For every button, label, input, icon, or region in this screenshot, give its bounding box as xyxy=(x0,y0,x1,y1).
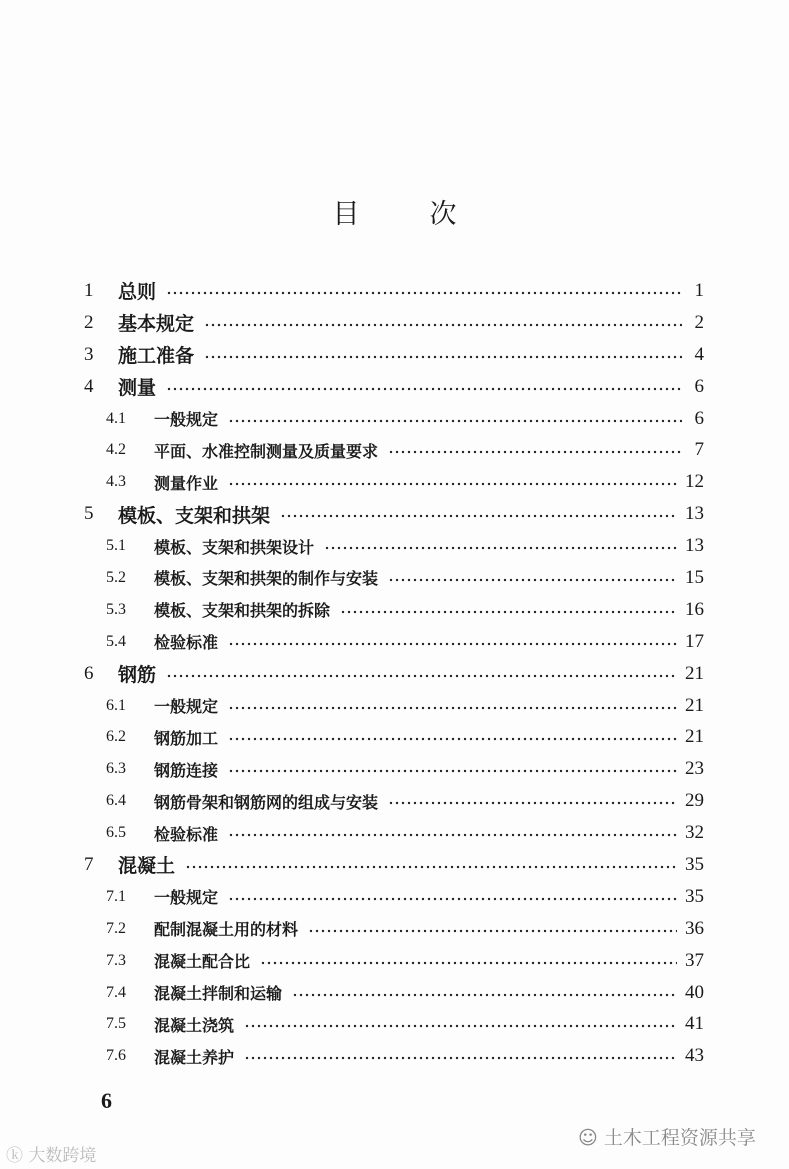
dot-leader xyxy=(204,323,682,327)
entry-title: 混凝土养护 xyxy=(154,1047,235,1067)
entry-title: 混凝土拌制和运输 xyxy=(154,984,283,1004)
toc-entry[interactable] xyxy=(82,849,704,881)
dot-leader xyxy=(388,801,677,805)
watermark-right: ☺ 土木工程资源共享 xyxy=(578,1127,756,1149)
toc-entry[interactable] xyxy=(82,881,704,913)
entry-title: 钢筋骨架和钢筋网的组成与安装 xyxy=(154,792,379,812)
toc-entry[interactable] xyxy=(82,785,704,817)
dot-leader xyxy=(166,674,677,678)
entry-title: 钢筋连接 xyxy=(154,760,219,780)
entry-title: 测量 xyxy=(118,377,157,400)
dot-leader xyxy=(324,546,677,550)
wechat-icon: ☺ xyxy=(578,1127,604,1149)
dot-leader xyxy=(292,993,677,997)
entry-page: 13 xyxy=(685,503,704,525)
entry-title: 检验标准 xyxy=(154,824,219,844)
entry-page: 21 xyxy=(685,662,704,684)
entry-page: 13 xyxy=(685,535,704,557)
entry-number: 5.2 xyxy=(106,568,126,586)
dot-leader xyxy=(280,514,677,518)
entry-page: 29 xyxy=(685,790,704,812)
entry-number: 7.5 xyxy=(106,1015,126,1033)
dot-leader xyxy=(340,610,677,614)
entry-number: 1 xyxy=(84,279,94,301)
entry-page: 16 xyxy=(685,598,704,620)
entry-page: 36 xyxy=(685,917,704,939)
dot-leader xyxy=(308,929,677,933)
entry-page: 23 xyxy=(685,758,704,780)
watermark-left: ⓚ 大数跨境 xyxy=(6,1146,97,1166)
entry-title: 平面、水准控制测量及质量要求 xyxy=(154,441,379,461)
toc-entry[interactable] xyxy=(82,945,704,977)
entry-title: 模板、支架和拱架 xyxy=(118,504,271,527)
table-of-contents xyxy=(82,275,704,1072)
entry-page: 12 xyxy=(685,471,704,493)
dot-leader xyxy=(388,578,677,582)
page-number: 6 xyxy=(101,1088,112,1113)
dot-leader xyxy=(204,355,682,359)
entry-number: 7.1 xyxy=(106,887,126,905)
toc-entry[interactable] xyxy=(82,817,704,849)
toc-heading-char: 目 xyxy=(332,199,360,230)
dot-leader xyxy=(228,897,677,901)
toc-heading-char: 次 xyxy=(429,199,457,230)
toc-entry[interactable] xyxy=(82,658,704,690)
dot-leader xyxy=(166,291,682,295)
toc-entry[interactable] xyxy=(82,1008,704,1040)
entry-number: 6.1 xyxy=(106,696,126,714)
entry-page: 4 xyxy=(694,343,704,365)
dot-leader xyxy=(244,1056,677,1060)
toc-entry[interactable] xyxy=(82,562,704,594)
toc-entry[interactable] xyxy=(82,307,704,339)
entry-title: 施工准备 xyxy=(118,345,195,368)
entry-title: 检验标准 xyxy=(154,633,219,653)
entry-number: 5.4 xyxy=(106,632,126,650)
entry-title: 配制混凝土用的材料 xyxy=(154,920,299,940)
entry-number: 7.2 xyxy=(106,919,126,937)
entry-title: 混凝土配合比 xyxy=(154,952,251,972)
entry-page: 15 xyxy=(685,566,704,588)
entry-page: 35 xyxy=(685,853,704,875)
toc-entry[interactable] xyxy=(82,721,704,753)
entry-number: 6 xyxy=(84,662,94,684)
entry-title: 总则 xyxy=(118,281,157,304)
dot-leader xyxy=(166,387,682,391)
entry-title: 钢筋 xyxy=(118,664,157,687)
dot-leader xyxy=(228,642,677,646)
entry-title: 测量作业 xyxy=(154,473,219,493)
entry-number: 5 xyxy=(84,503,94,525)
dot-leader xyxy=(228,706,677,710)
toc-entry[interactable] xyxy=(82,753,704,785)
entry-page: 41 xyxy=(685,1013,704,1035)
entry-number: 3 xyxy=(84,343,94,365)
toc-entry[interactable] xyxy=(82,339,704,371)
toc-entry[interactable] xyxy=(82,690,704,722)
toc-entry[interactable] xyxy=(82,913,704,945)
toc-entry[interactable] xyxy=(82,498,704,530)
toc-entry[interactable] xyxy=(82,977,704,1009)
entry-title: 钢筋加工 xyxy=(154,728,219,748)
entry-title: 混凝土 xyxy=(118,855,176,878)
dot-leader xyxy=(228,482,677,486)
entry-page: 43 xyxy=(685,1045,704,1067)
entry-page: 37 xyxy=(685,949,704,971)
dot-leader xyxy=(228,769,677,773)
entry-page: 32 xyxy=(685,822,704,844)
entry-page: 1 xyxy=(694,279,704,301)
dot-leader xyxy=(228,419,682,423)
toc-entry[interactable] xyxy=(82,626,704,658)
entry-title: 一般规定 xyxy=(154,697,219,717)
entry-title: 模板、支架和拱架的拆除 xyxy=(154,601,331,621)
entry-number: 4.1 xyxy=(106,409,126,427)
entry-number: 4.2 xyxy=(106,441,126,459)
entry-number: 5.3 xyxy=(106,600,126,618)
entry-page: 2 xyxy=(694,311,704,333)
entry-title: 模板、支架和拱架的制作与安装 xyxy=(154,569,379,589)
entry-page: 17 xyxy=(685,630,704,652)
toc-entry[interactable] xyxy=(82,530,704,562)
dot-leader xyxy=(388,450,682,454)
entry-title: 模板、支架和拱架设计 xyxy=(154,537,315,557)
dot-leader xyxy=(260,961,677,965)
entry-number: 4.3 xyxy=(106,473,126,491)
entry-number: 7.3 xyxy=(106,951,126,969)
dot-leader xyxy=(185,865,677,869)
toc-entry[interactable] xyxy=(82,434,704,466)
toc-entry[interactable] xyxy=(82,275,704,307)
entry-number: 4 xyxy=(84,375,94,397)
logo-icon: ⓚ xyxy=(6,1146,29,1166)
entry-page: 6 xyxy=(694,407,704,429)
toc-entry[interactable] xyxy=(82,594,704,626)
entry-number: 6.3 xyxy=(106,760,126,778)
entry-page: 35 xyxy=(685,885,704,907)
entry-page: 21 xyxy=(685,694,704,716)
toc-entry[interactable] xyxy=(82,403,704,435)
entry-title: 一般规定 xyxy=(154,888,219,908)
toc-entry[interactable] xyxy=(82,466,704,498)
entry-title: 混凝土浇筑 xyxy=(154,1015,235,1035)
entry-number: 7.6 xyxy=(106,1047,126,1065)
entry-number: 6.5 xyxy=(106,824,126,842)
entry-page: 40 xyxy=(685,981,704,1003)
entry-title: 基本规定 xyxy=(118,313,195,336)
entry-number: 7.4 xyxy=(106,983,126,1001)
toc-heading xyxy=(0,192,789,231)
entry-page: 21 xyxy=(685,726,704,748)
entry-title: 一般规定 xyxy=(154,410,219,429)
dot-leader xyxy=(228,833,677,837)
entry-number: 6.2 xyxy=(106,728,126,746)
toc-entry[interactable] xyxy=(82,1040,704,1072)
entry-page: 7 xyxy=(694,439,704,461)
entry-number: 5.1 xyxy=(106,537,126,555)
entry-page: 6 xyxy=(694,375,704,397)
entry-number: 6.4 xyxy=(106,792,126,810)
dot-leader xyxy=(228,737,677,741)
entry-number: 2 xyxy=(84,311,94,333)
dot-leader xyxy=(244,1024,677,1028)
entry-number: 7 xyxy=(84,853,94,875)
toc-entry[interactable] xyxy=(82,371,704,403)
